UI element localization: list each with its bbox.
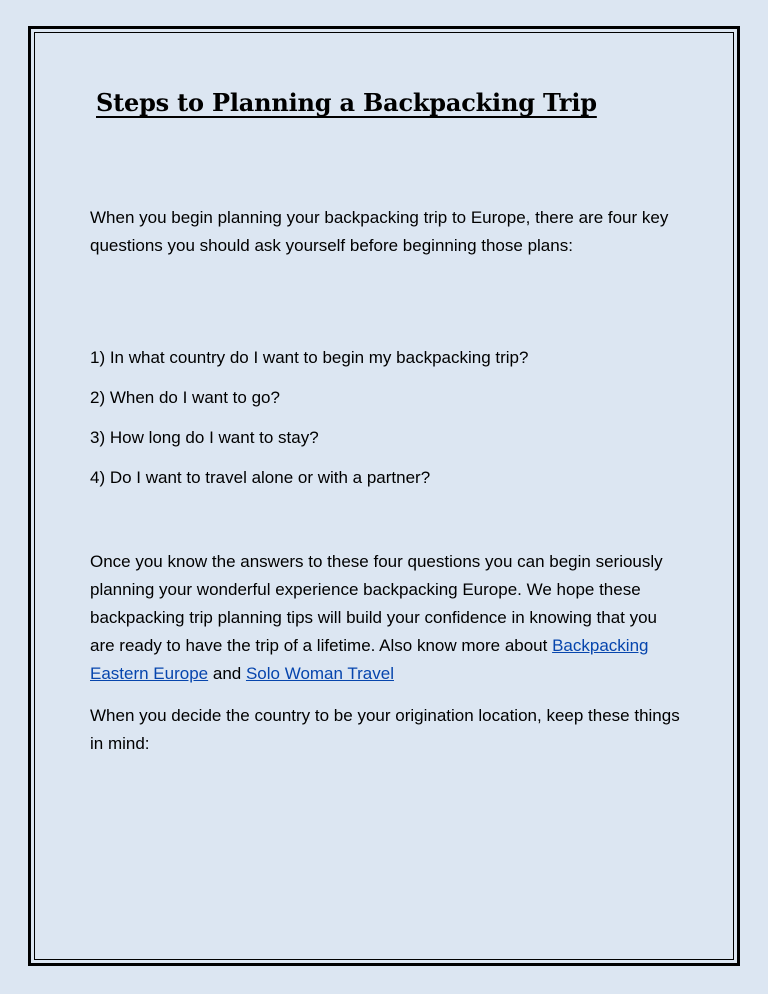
question-3: 3) How long do I want to stay? xyxy=(90,428,319,447)
page-border-inner xyxy=(34,32,734,960)
answers-paragraph xyxy=(90,548,682,688)
answers-paragraph-text: Once you know the answers to these four questions you can begin seriously planning your wonderful experience backpacking Europe. We hope these backpacking trip planning tips will build your confidence in knowing that you are ready to have the trip of a lifetime. Also know more about xyxy=(90,552,663,655)
answers-paragraph-between: and xyxy=(208,664,246,683)
link-backpacking-eastern-europe[interactable]: Backpacking Eastern Europe xyxy=(90,636,649,683)
question-4: 4) Do I want to travel alone or with a partner? xyxy=(90,468,431,487)
question-2: 2) When do I want to go? xyxy=(90,388,280,407)
origin-paragraph: When you decide the country to be your origination location, keep these things in mind: xyxy=(90,706,680,753)
question-1: 1) In what country do I want to begin my backpacking trip? xyxy=(90,348,529,367)
link-solo-woman-travel[interactable]: Solo Woman Travel xyxy=(245,664,394,683)
intro-paragraph: When you begin planning your backpacking trip to Europe, there are four key questions you should ask yourself before beginning those plans: xyxy=(90,208,669,255)
page-title: Steps to Planning a Backpacking Trip xyxy=(96,88,597,117)
